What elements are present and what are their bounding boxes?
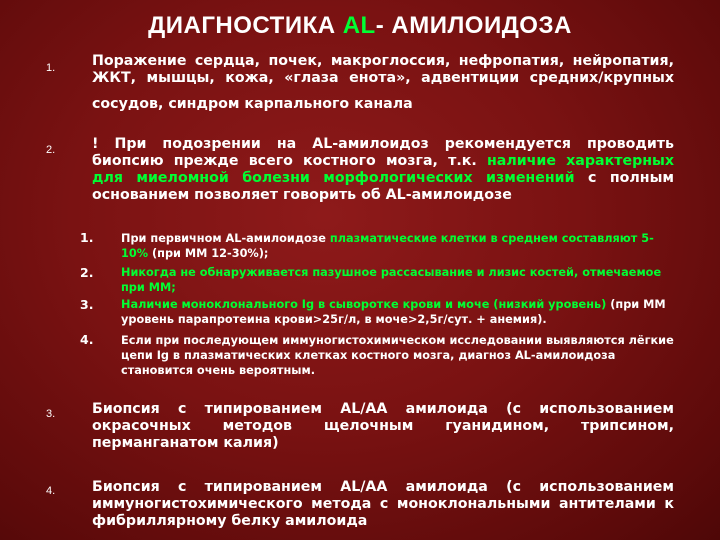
subitem-4-text [121,333,674,378]
item-2-line-3 [92,170,674,187]
subitem-3-number: 3. [80,297,94,312]
title-suffix: - АМИЛОИДОЗА [375,12,572,39]
slide-title [0,12,720,40]
subitem-4-number: 4. [80,332,94,347]
item-3-text [92,401,674,452]
subitem-2-line-2: отмечаемое при ММ; [121,266,662,294]
subitem-2-text [121,265,674,295]
item-3-line-1: Биопсия с типированием AL/AA амилоида (с использованием [92,401,674,417]
item-1-line-1: Поражение сердца, почек, макроглоссия, нефропатия, нейропатия, [92,53,674,69]
title-prefix: ДИАГНОСТИКА [148,12,343,39]
item-2-line-1: ! При подозрении на AL-амилоидоз рекомендуется проводить [92,136,674,152]
subitem-4-line-3: диагноз AL-амилоидоза становится очень вероятным. [121,349,616,377]
subitem-2-number: 2. [80,265,94,280]
subitem-1-line-1 [121,232,558,245]
item-2-line-2-b: наличие характерных [486,153,675,169]
subitem-1-number: 1. [80,230,94,245]
item-4-number: 4. [46,485,56,497]
subitem-1-line-1-b: плазматические клетки в среднем [329,232,558,245]
item-2-text [92,136,674,204]
subitem-1-line-2-a: составляют 5-10% [121,232,654,260]
subitem-1-line-2-b: (при ММ 12-30%); [148,247,269,260]
subitem-4-line-2: выявляются лёгкие цепи Ig в плазматических клетках костного мозга, [121,334,674,362]
subitem-3-line-1: Наличие моноклонального Ig в сыворотке крови и моче (низкий уровень) [121,298,607,311]
item-4-line-3: фибриллярному белку амилоида [92,513,368,529]
item-4-text [92,479,674,530]
subitem-1-line-1-a: При первичном AL-амилоидозе [121,232,330,245]
item-3-line-3: перманганатом калия) [92,435,279,451]
item-2-line-3-b: с полным [574,170,674,186]
subitem-3-text [121,297,674,327]
subitem-2-line-1: Никогда не обнаруживается пазушное рассасывание и лизис костей, [121,266,579,279]
subitem-4-line-1: Если при последующем иммуногистохимическом исследовании [121,334,542,347]
item-1-text [92,53,674,113]
item-1-line-2: ЖКТ, мышцы, кожа, «глаза енота», адвентиции средних/крупных [92,70,674,86]
item-2-line-3-a: для миеломной болезни морфологических изменений [92,170,575,186]
item-1-line-3: сосудов, синдром карпального канала [92,96,413,112]
item-2-line-4: основанием позволяет говорить об AL-амилоидозе [92,187,512,203]
item-2-line-2-a: биопсию прежде всего костного мозга, т.к. [92,153,487,169]
item-3-line-2: окрасочных методов щелочным гуанидином, трипсином, [92,418,674,434]
subitem-1-text [121,231,674,261]
item-2-line-2 [92,153,674,170]
item-4-line-1: Биопсия с типированием AL/AA амилоида (с использованием [92,479,674,495]
subitem-3-line-2: (при ММ уровень парапротеина крови>25г/л, в моче>2,5г/сут. + анемия). [121,298,666,326]
item-4-line-2: иммуногистохимического метода с моноклональными антителами к [92,496,674,512]
item-3-number: 3. [46,408,56,420]
item-1-number: 1. [46,62,56,74]
item-2-number: 2. [46,144,56,156]
title-accent: AL [342,12,376,39]
